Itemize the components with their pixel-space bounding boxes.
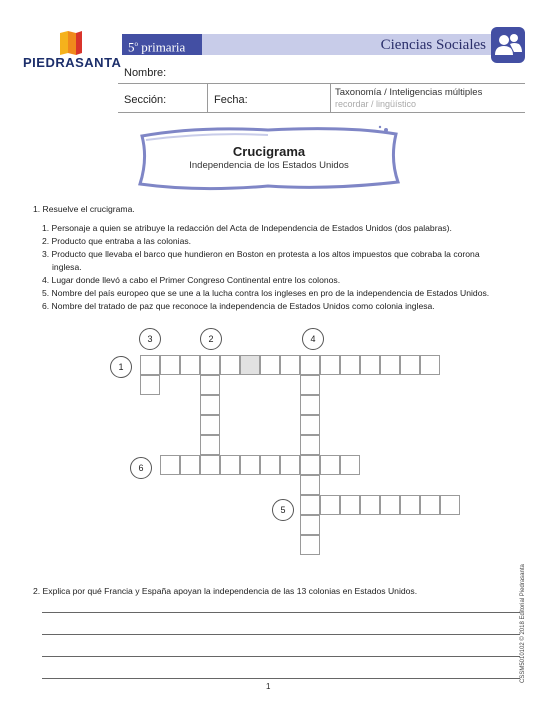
clue-number-1: 1: [110, 356, 132, 378]
name-label: Nombre:: [124, 67, 167, 79]
taxonomy-values: recordar / lingüístico: [335, 99, 417, 109]
clue-5: 5. Nombre del país europeo que se une a la lucha contra los ingleses en pro de la independencia de Estados Unidos.: [42, 288, 490, 298]
answer-line[interactable]: [42, 634, 520, 635]
clue-1: 1. Personaje a quien se atribuye la redacción del Acta de Independencia de Estados Unidos (dos palabras).: [42, 223, 452, 233]
divider: [118, 112, 525, 113]
crossword-cell[interactable]: [340, 455, 360, 475]
section-label: Sección:: [124, 94, 167, 106]
crossword-cell[interactable]: [300, 395, 320, 415]
crossword-cell[interactable]: [300, 495, 320, 515]
crossword-cell[interactable]: [280, 455, 300, 475]
date-label: Fecha:: [214, 94, 248, 106]
clue-3-continued: inglesa.: [52, 262, 82, 272]
crossword-cell[interactable]: [260, 455, 280, 475]
crossword-cell[interactable]: [140, 355, 160, 375]
crossword-cell[interactable]: [380, 355, 400, 375]
crossword-cell[interactable]: [160, 455, 180, 475]
divider: [330, 84, 331, 113]
crossword-cell[interactable]: [200, 415, 220, 435]
crossword-cell[interactable]: [280, 355, 300, 375]
worksheet-title: Crucigrama: [232, 144, 306, 159]
crossword-cell[interactable]: [240, 455, 260, 475]
title-cloud: [128, 124, 410, 194]
crossword-cell[interactable]: [200, 455, 220, 475]
crossword-cell[interactable]: [240, 355, 260, 375]
grade-sup: o: [134, 40, 138, 48]
crossword-cell[interactable]: [340, 495, 360, 515]
crossword-cell[interactable]: [300, 455, 320, 475]
crossword-cell[interactable]: [200, 375, 220, 395]
crossword-cell[interactable]: [380, 495, 400, 515]
crossword-cell[interactable]: [300, 515, 320, 535]
clue-number-2: 2: [200, 328, 222, 350]
crossword-cell[interactable]: [260, 355, 280, 375]
clue-number-3: 3: [139, 328, 161, 350]
crossword-cell[interactable]: [320, 355, 340, 375]
clue-number-6: 6: [130, 457, 152, 479]
grade-tab: [122, 34, 202, 55]
svg-text:CSSM5010102 © 2018 Editorial: CSSM5010102 © 2018 Editorial Piedrasanta: [520, 564, 526, 683]
answer-line[interactable]: [42, 678, 520, 679]
crossword-cell[interactable]: [360, 355, 380, 375]
crossword-cell[interactable]: [360, 495, 380, 515]
side-credit: [513, 553, 529, 683]
crossword-cell[interactable]: [180, 455, 200, 475]
crossword-cell[interactable]: [320, 455, 340, 475]
crossword-cell[interactable]: [220, 355, 240, 375]
crossword-cell[interactable]: [160, 355, 180, 375]
divider: [207, 84, 208, 113]
crossword-cell[interactable]: [140, 375, 160, 395]
crossword-cell[interactable]: [300, 475, 320, 495]
crossword-cell[interactable]: [200, 395, 220, 415]
crossword-cell[interactable]: [200, 355, 220, 375]
page-number: 1: [266, 682, 271, 691]
crossword-cell[interactable]: [300, 375, 320, 395]
question-1-prompt: 1. Resuelve el crucigrama.: [33, 204, 135, 214]
people-icon: [491, 27, 525, 63]
crossword-cell[interactable]: [300, 535, 320, 555]
crossword-cell[interactable]: [420, 495, 440, 515]
divider: [118, 83, 525, 84]
question-2-prompt: 2. Explica por qué Francia y España apoyan la independencia de las 13 colonias en Estados Unidos.: [33, 586, 418, 596]
clue-number-4: 4: [302, 328, 324, 350]
answer-line[interactable]: [42, 656, 520, 657]
crossword-cell[interactable]: [200, 435, 220, 455]
crossword-cell[interactable]: [440, 495, 460, 515]
clue-6: 6. Nombre del tratado de paz que reconoce la independencia de Estados Unidos como colonia inglesa.: [42, 301, 435, 311]
crossword-cell[interactable]: [300, 415, 320, 435]
crossword-cell[interactable]: [400, 355, 420, 375]
brand-name: PIEDRASANTA: [23, 55, 122, 70]
crossword-cell[interactable]: [320, 495, 340, 515]
grade-number: 5: [128, 39, 135, 55]
crossword-cell[interactable]: [180, 355, 200, 375]
grade-word: primaria: [141, 39, 186, 55]
worksheet-subtitle: Independencia de los Estados Unidos: [189, 160, 349, 171]
crossword-cell[interactable]: [420, 355, 440, 375]
crossword-cell[interactable]: [340, 355, 360, 375]
crossword-cell[interactable]: [220, 455, 240, 475]
crossword-cell[interactable]: [300, 435, 320, 455]
clue-number-5: 5: [272, 499, 294, 521]
subject-title: Ciencias Sociales: [380, 37, 486, 53]
answer-line[interactable]: [42, 612, 520, 613]
clue-4: 4. Lugar donde llevó a cabo el Primer Congreso Continental entre los colonos.: [42, 275, 341, 285]
crossword-cell[interactable]: [400, 495, 420, 515]
clue-3: 3. Producto que llevaba el barco que hundieron en Boston en protesta a los altos impuestos que cobraba la corona: [42, 249, 480, 259]
taxonomy-label: Taxonomía / Inteligencias múltiples: [335, 87, 483, 98]
piedrasanta-logo-icon: [58, 29, 84, 57]
clue-2: 2. Producto que entraba a las colonias.: [42, 236, 192, 246]
crossword-cell[interactable]: [300, 355, 320, 375]
